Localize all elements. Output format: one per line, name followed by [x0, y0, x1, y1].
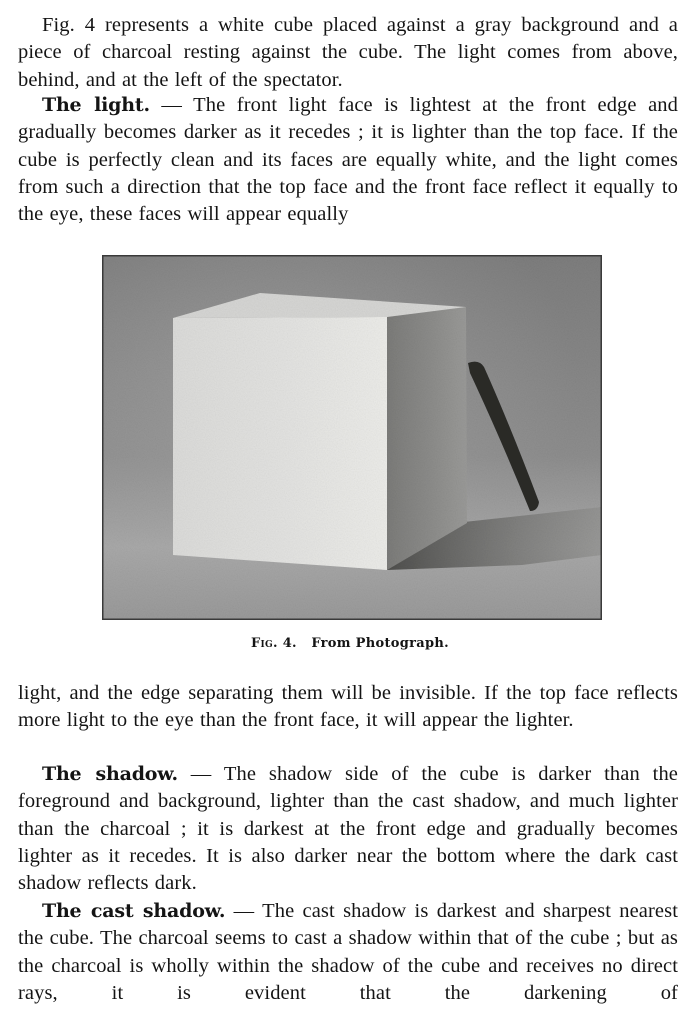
figure-caption [0, 636, 700, 651]
cube-photo [102, 255, 602, 620]
paragraph-the-shadow [18, 761, 678, 897]
section-heading: The cast shadow. [42, 900, 226, 922]
paragraph-the-cast-shadow [18, 898, 678, 1007]
figure-label: Fig. 4. [251, 636, 297, 651]
cube-front-face [173, 317, 387, 570]
figure-caption-text: From Photograph. [311, 636, 449, 651]
paragraph-the-light [18, 92, 678, 228]
paragraph-text: — The shadow side of the cube is darker than the foreground and background, lighter than the cast shadow, and much lighter than the charcoal ; it is darkest at the front edge and gradually becomes lighter as it recedes. It is also darker near the bottom where the dark cast shadow reflects dark. [18, 763, 678, 895]
paragraph-text: — The cast shadow is darkest and sharpest nearest the cube. The charcoal seems to cast a shadow within that of the cube ; but as the charcoal is wholly within the shadow of the cube and receives no direct rays, it is evident that the darkening of [18, 900, 678, 1004]
section-heading: The light. [42, 94, 150, 116]
paragraph-the-light-continued [18, 680, 678, 735]
paragraph-text: light, and the edge separating them will be invisible. If the top face reflects more light to the eye than the front face, it will appear the lighter. [18, 682, 678, 732]
section-heading: The shadow. [42, 763, 178, 785]
paragraph-text: — The front light face is lightest at the front edge and gradually becomes darker as it recedes ; it is lighter than the top face. If the cube is perfectly clean and its faces are equally white, and the light comes from such a direction that the top face and the front face reflect it equally to the eye, these faces will appear equally [18, 94, 678, 226]
paragraph-text: Fig. 4 represents a white cube placed against a gray background and a piece of charcoal resting against the cube. The light comes from above, behind, and at the left of the spectator. [18, 14, 678, 91]
figure-photograph [102, 255, 602, 620]
paragraph-intro [18, 12, 678, 94]
